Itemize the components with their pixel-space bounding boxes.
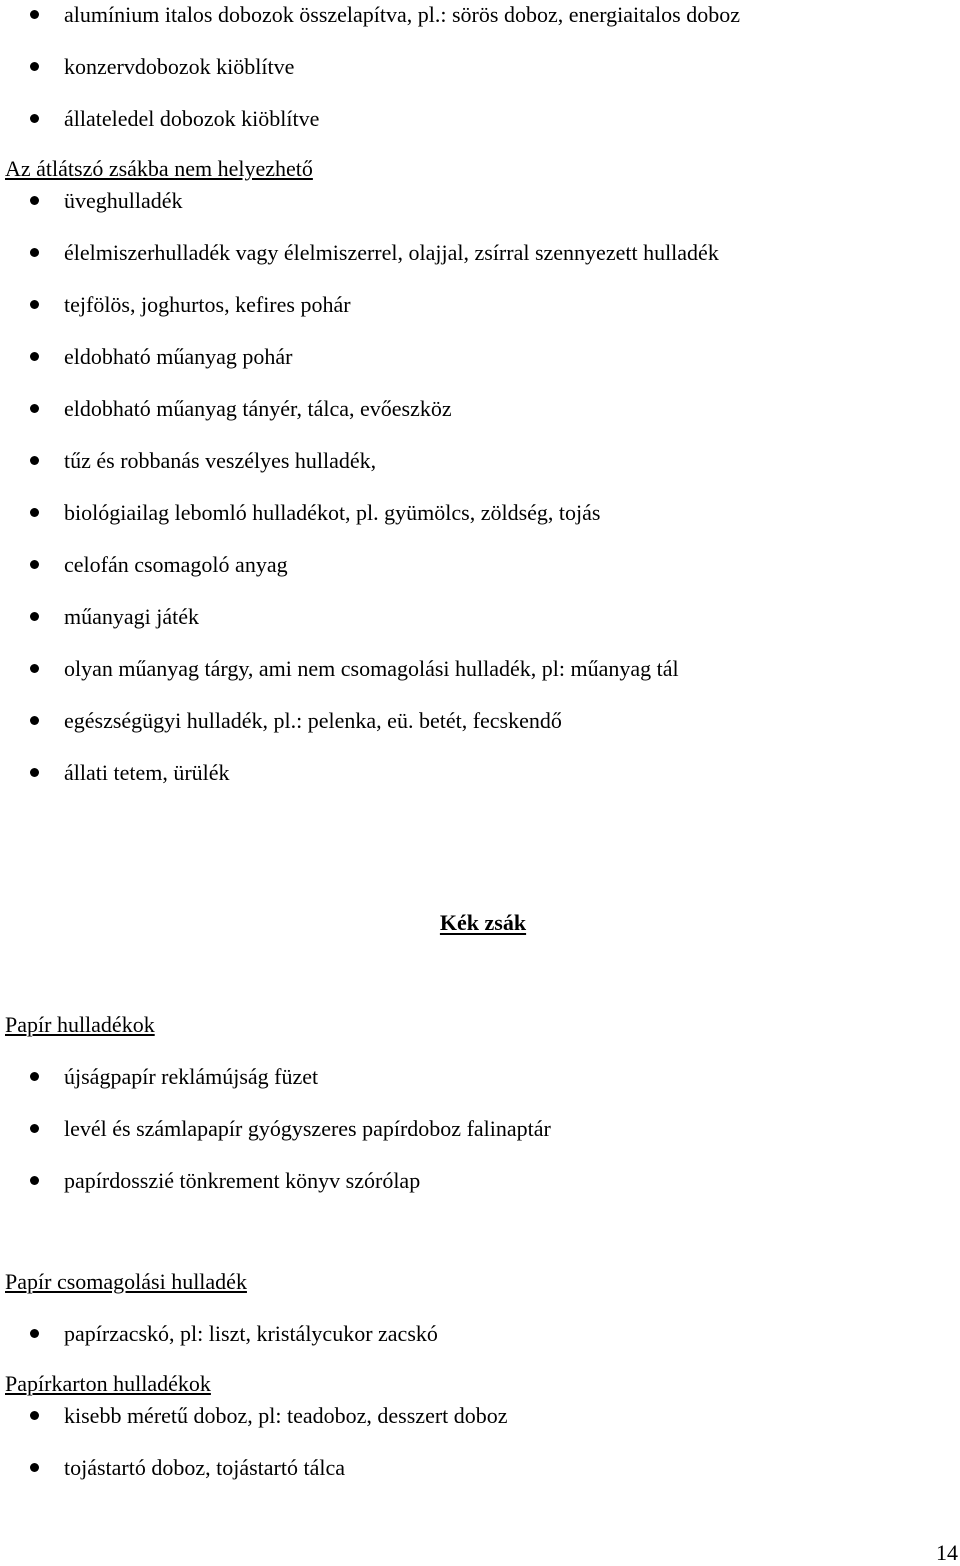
bullet-icon <box>30 1124 39 1133</box>
list-item-text: állateledel dobozok kiöblítve <box>64 106 320 131</box>
list-item-text: műanyagi játék <box>64 604 200 629</box>
list-item-text: eldobható műanyag tányér, tálca, evőeszköz <box>64 396 452 421</box>
cardboard-heading: Papírkarton hulladékok <box>5 1371 211 1396</box>
bullet-icon <box>30 1072 39 1081</box>
bullet-icon <box>30 664 39 673</box>
bullet-icon <box>30 768 39 777</box>
bullet-icon <box>30 196 39 205</box>
list-item-text: élelmiszerhulladék vagy élelmiszerrel, olajjal, zsírral szennyezett hulladék <box>64 240 719 265</box>
list-item-text: egészségügyi hulladék, pl.: pelenka, eü. betét, fecskendő <box>64 708 562 733</box>
bullet-icon <box>30 114 39 123</box>
list-item-text: olyan műanyag tárgy, ami nem csomagolási hulladék, pl: műanyag tál <box>64 656 679 681</box>
bullet-icon <box>30 716 39 725</box>
list-item-text: alumínium italos dobozok összelapítva, pl.: sörös doboz, energiaitalos doboz <box>64 2 740 27</box>
bullet-icon <box>30 404 39 413</box>
list-item-text: biológiailag lebomló hulladékot, pl. gyümölcs, zöldség, tojás <box>64 500 601 525</box>
not-allowed-heading: Az átlátszó zsákba nem helyezhető <box>5 156 313 181</box>
list-item-text: újságpapír reklámújság füzet <box>64 1064 319 1089</box>
bullet-icon <box>30 248 39 257</box>
bullet-icon <box>30 456 39 465</box>
bullet-icon <box>30 62 39 71</box>
bullet-icon <box>30 10 39 19</box>
list-item-text: papírzacskó, pl: liszt, kristálycukor zacskó <box>64 1321 438 1346</box>
bullet-icon <box>30 612 39 621</box>
list-item-text: celofán csomagoló anyag <box>64 552 288 577</box>
list-item-text: tűz és robbanás veszélyes hulladék, <box>64 448 377 473</box>
list-item-text: üveghulladék <box>64 188 183 213</box>
list-item-text: kisebb méretű doboz, pl: teadoboz, desszert doboz <box>64 1403 508 1428</box>
bullet-icon <box>30 508 39 517</box>
list-item-text: állati tetem, ürülék <box>64 760 230 785</box>
bullet-icon <box>30 1176 39 1185</box>
list-item-text: papírdosszié tönkrement könyv szórólap <box>64 1168 421 1193</box>
list-item-text: tejfölös, joghurtos, kefires pohár <box>64 292 351 317</box>
bullet-icon <box>30 300 39 309</box>
bullet-icon <box>30 1329 39 1338</box>
bullet-icon <box>30 560 39 569</box>
bullet-icon <box>30 1463 39 1472</box>
bullet-icon <box>30 352 39 361</box>
page-number: 14 <box>936 1540 958 1565</box>
paper-waste-heading: Papír hulladékok <box>5 1012 155 1037</box>
list-item-text: eldobható műanyag pohár <box>64 344 293 369</box>
paper-packaging-heading: Papír csomagolási hulladék <box>5 1269 247 1294</box>
list-item-text: tojástartó doboz, tojástartó tálca <box>64 1455 346 1480</box>
list-item-text: levél és számlapapír gyógyszeres papírdoboz falinaptár <box>64 1116 551 1141</box>
list-item-text: konzervdobozok kiöblítve <box>64 54 295 79</box>
bullet-icon <box>30 1411 39 1420</box>
blue-bag-title: Kék zsák <box>439 910 527 935</box>
